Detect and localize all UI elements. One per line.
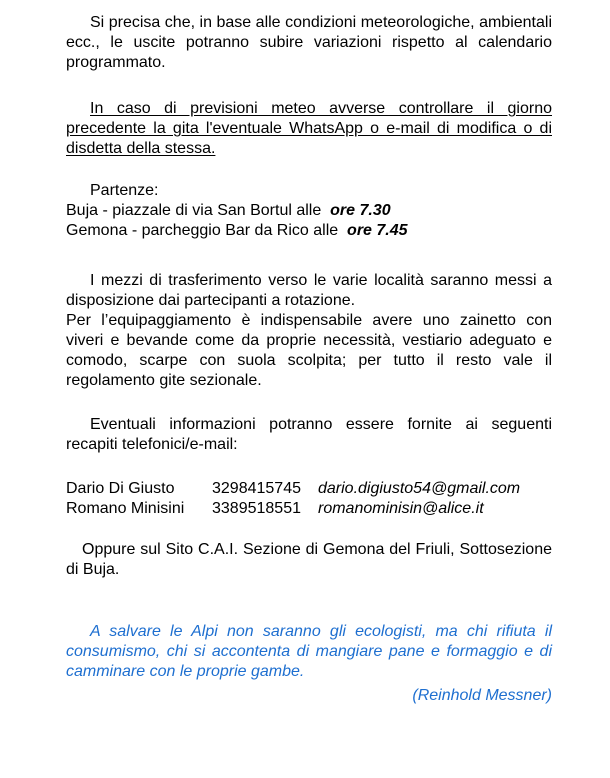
contact-name: Dario Di Giusto — [66, 480, 175, 497]
departure-item — [66, 201, 552, 221]
contact-name: Romano Minisini — [66, 500, 185, 517]
contact-email: romanominisin@alice.it — [318, 500, 484, 517]
paragraph-cai-website: Oppure sul Sito C.A.I. Sezione di Gemona del Friuli, Sottosezione di Buja. — [66, 541, 552, 578]
paragraph-equipment: Per l’equipaggiamento è indispensabile avere uno zainetto con viveri e bevande come da proprie necessità, vestiario adeguato e comodo, scarpe con suola scolpita; per tutto il resto vale il regolamento gite sezionale. — [66, 312, 552, 389]
contacts-list — [66, 479, 552, 519]
paragraph-weather-variations: Si precisa che, in base alle condizioni meteorologiche, ambientali ecc., le uscite potranno subire variazioni rispetto al calendario programmato. — [66, 14, 552, 71]
departure-place: Gemona - parcheggio Bar da Rico alle — [66, 222, 339, 239]
departure-item — [66, 221, 552, 241]
contact-row — [66, 479, 552, 499]
contact-row — [66, 499, 552, 519]
paragraph-adverse-weather-notice: In caso di previsioni meteo avverse controllare il giorno precedente la gita l'eventuale WhatsApp o e-mail di modifica o di disdetta della stessa. — [66, 100, 552, 157]
departure-time: ore 7.45 — [347, 222, 408, 239]
contact-phone: 3298415745 — [212, 480, 301, 497]
contact-email: dario.digiusto54@gmail.com — [318, 480, 521, 497]
departure-time: ore 7.30 — [330, 202, 391, 219]
quote-text: A salvare le Alpi non saranno gli ecologisti, ma chi rifiuta il consumismo, chi si accontenta di mangiare pane e formaggio e di camminare con le proprie gambe. — [66, 623, 552, 680]
paragraph-info-contacts: Eventuali informazioni potranno essere fornite ai seguenti recapiti telefonici/e-mail: — [66, 416, 552, 453]
contact-phone: 3389518551 — [212, 500, 301, 517]
departures-section — [66, 181, 552, 241]
departure-place: Buja - piazzale di via San Bortul alle — [66, 202, 322, 219]
quote-author: (Reinhold Messner) — [412, 687, 552, 704]
departures-heading: Partenze: — [90, 182, 159, 199]
document-page — [66, 13, 552, 706]
paragraph-transport: I mezzi di trasferimento verso le varie località saranno messi a disposizione dai partecipanti a rotazione. — [66, 272, 552, 309]
